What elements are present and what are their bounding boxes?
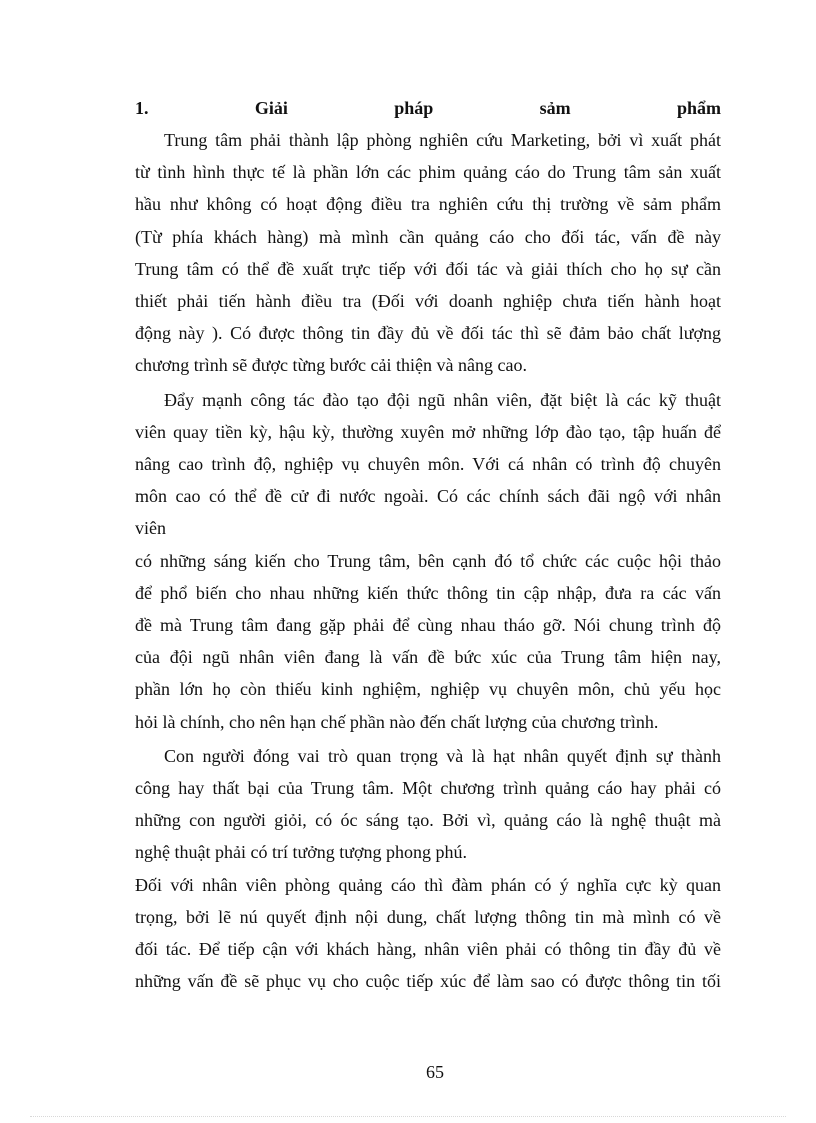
- body-paragraph: [135, 124, 721, 382]
- text-line: Đẩy mạnh công tác đào tạo đội ngũ nhân viên, đặt biệt là các kỹ thuật: [164, 389, 721, 410]
- text-line: có những sáng kiến cho Trung tâm, bên cạnh đó tổ chức các cuộc hội thảo: [135, 550, 721, 571]
- text-line: phần lớn họ còn thiếu kinh nghiệm, nghiệp vụ chuyên môn, chủ yếu học: [135, 679, 721, 700]
- text-line: trọng, bởi lẽ nú quyết định nội dung, chất lượng thông tin mà mình có về: [135, 906, 721, 927]
- text-line: (Từ phía khách hàng) mà mình cần quảng cáo cho đối tác, vấn đề này: [135, 226, 721, 247]
- heading-word: Giải: [254, 98, 288, 118]
- text-line: Trung tâm phải thành lập phòng nghiên cứu Marketing, bởi vì xuất phát: [164, 130, 721, 150]
- text-line: những vấn đề sẽ phục vụ cho cuộc tiếp xúc để làm sao có được thông tin tối: [135, 971, 721, 992]
- text-line: để phổ biến cho nhau những kiến thức thông tin cập nhập, đưa ra các vấn: [135, 582, 721, 603]
- heading-word: pháp: [394, 98, 434, 118]
- text-line: công hay thất bại của Trung tâm. Một chương trình quảng cáo hay phải có: [135, 778, 721, 799]
- text-line: hầu như không có hoạt động điều tra nghiên cứu thị trường về sảm phẩm: [135, 194, 721, 215]
- text-line: đề mà Trung tâm đang gặp phải để cùng nhau tháo gỡ. Nói chung trình độ: [135, 615, 721, 636]
- text-line: từ tình hình thực tế là phần lớn các phim quảng cáo do Trung tâm sản xuất: [135, 162, 721, 183]
- text-line: Con người đóng vai trò quan trọng và là hạt nhân quyết định sự thành: [164, 745, 721, 766]
- text-line: chương trình sẽ được từng bước cải thiện và nâng cao.: [135, 355, 527, 376]
- text-line: hỏi là chính, cho nên hạn chế phần nào đến chất lượng của chương trình.: [135, 711, 659, 732]
- text-line: viên: [135, 518, 166, 539]
- text-line: Trung tâm có thể đề xuất trực tiếp với đối tác và giải thích cho họ sự cần: [135, 258, 721, 279]
- heading-number: 1.: [135, 98, 149, 118]
- text-line: môn cao có thể đề cử đi nước ngoài. Có các chính sách đãi ngộ với nhân: [135, 486, 721, 507]
- text-line: những con người giỏi, có óc sáng tạo. Bởi vì, quảng cáo là nghệ thuật mà: [135, 810, 721, 831]
- body-paragraph: [135, 545, 721, 738]
- text-line: Đối với nhân viên phòng quảng cáo thì đàm phán có ý nghĩa cực kỳ quan: [135, 874, 721, 895]
- text-line: nghệ thuật phải có trí tưởng tượng phong phú.: [135, 842, 468, 863]
- text-line: nâng cao trình độ, nghiệp vụ chuyên môn. Với cá nhân có trình độ chuyên: [135, 454, 721, 475]
- body-paragraph: [135, 869, 721, 998]
- text-line: của đội ngũ nhân viên đang là vấn đề bức xúc của Trung tâm hiện nay,: [135, 647, 721, 668]
- body-paragraph: [135, 740, 721, 869]
- text-line: thiết phải tiến hành điều tra (Đối với doanh nghiệp chưa tiến hành hoạt: [135, 291, 721, 312]
- body-paragraph: [135, 384, 721, 545]
- heading-word: phẩm: [676, 98, 721, 118]
- page-number: 65: [426, 1062, 444, 1082]
- text-line: đối tác. Để tiếp cận với khách hàng, nhân viên phải có thông tin đầy đủ về: [135, 939, 721, 960]
- page-bottom-divider: [30, 1116, 786, 1117]
- document-page: [135, 92, 721, 997]
- text-line: động này ). Có được thông tin đầy đủ về đối tác thì sẽ đảm bảo chất lượng: [135, 323, 721, 344]
- section-heading: [135, 92, 721, 124]
- text-line: viên quay tiền kỳ, hậu kỳ, thường xuyên mở những lớp đào tạo, tập huấn để: [135, 421, 721, 442]
- heading-word: sảm: [539, 98, 571, 118]
